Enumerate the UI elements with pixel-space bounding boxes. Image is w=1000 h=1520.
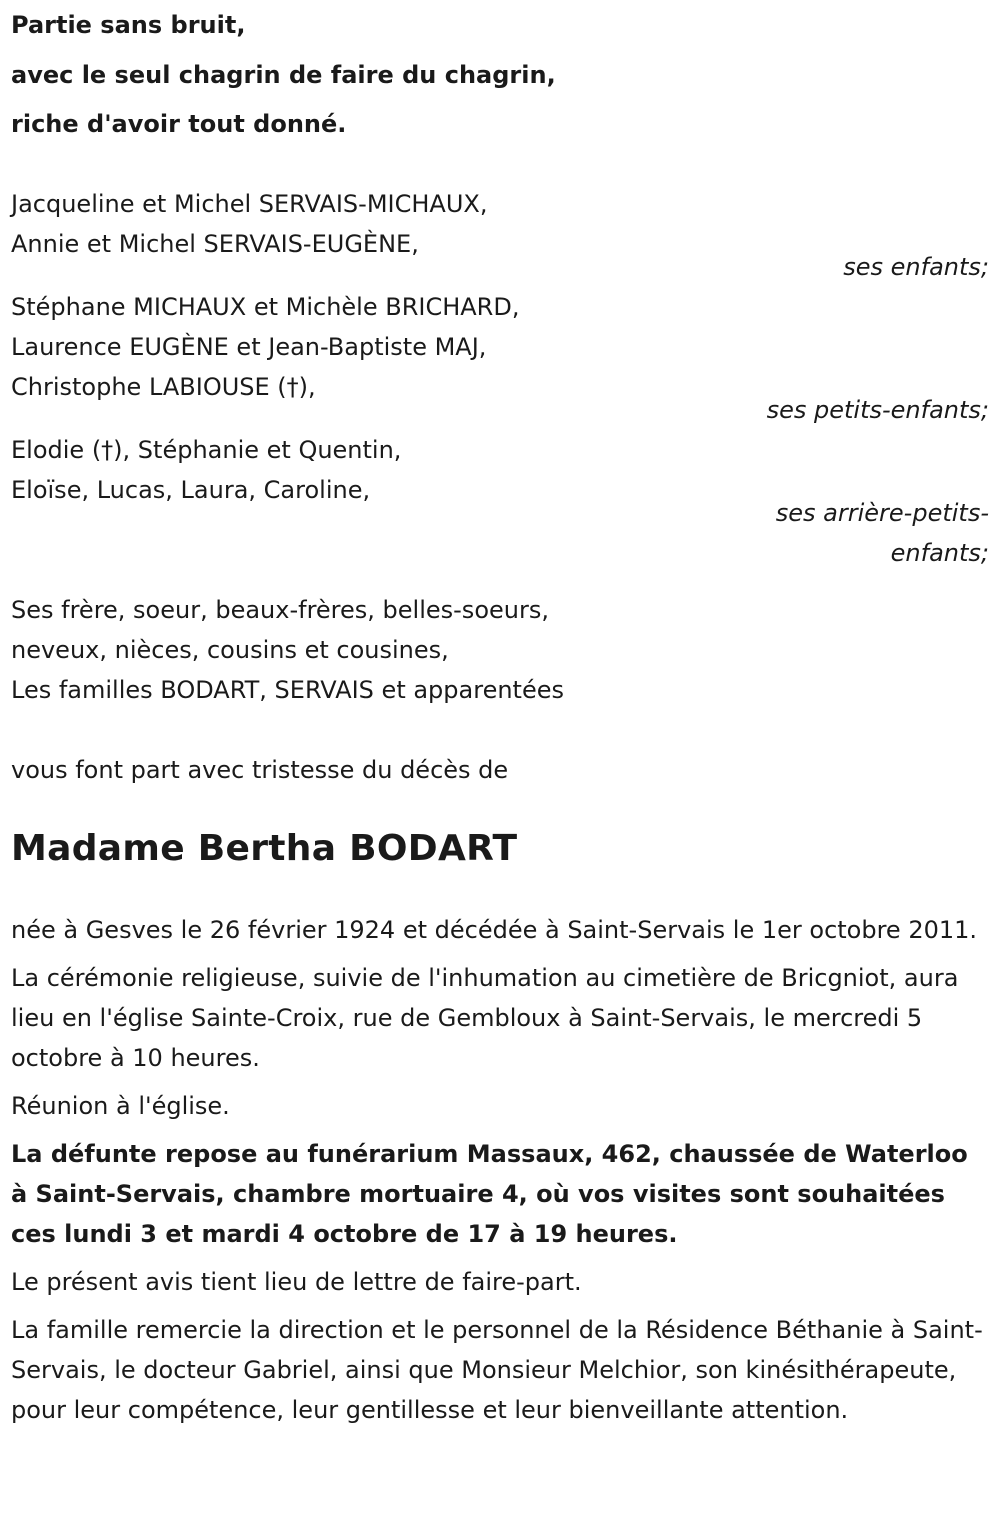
relation-label: ses enfants;	[843, 252, 989, 281]
family-name-line: Annie et Michel SERVAIS-EUGÈNE,	[11, 229, 419, 258]
announcement-text: vous font part avec tristesse du décès de	[11, 755, 509, 784]
family-name-line: Laurence EUGÈNE et Jean-Baptiste MAJ,	[11, 332, 487, 361]
other-relatives	[11, 590, 991, 710]
family-name-line: Christophe LABIOUSE (†),	[11, 372, 316, 401]
relation-label: enfants;	[890, 538, 989, 567]
family-name-line: Jacqueline et Michel SERVAIS-MICHAUX,	[11, 189, 488, 218]
ceremony-paragraph: La cérémonie religieuse, suivie de l'inhumation au cimetière de Bricgniot, aura lieu en l'église Sainte-Croix, rue de Gembloux à Saint-Servais, le mercredi 5 octobre à 10 heures.	[11, 963, 959, 1072]
family-name-line: Stéphane MICHAUX et Michèle BRICHARD,	[11, 292, 520, 321]
great-grandchildren-group	[11, 430, 991, 573]
poem-line: Partie sans bruit,	[11, 11, 246, 39]
details	[11, 910, 991, 1430]
family-name-line: Eloïse, Lucas, Laura, Caroline,	[11, 475, 371, 504]
birth-death-paragraph: née à Gesves le 26 février 1924 et décédée à Saint-Servais le 1er octobre 2011.	[11, 915, 978, 944]
poem-line: riche d'avoir tout donné.	[11, 110, 347, 138]
poem-line: avec le seul chagrin de faire du chagrin,	[11, 60, 556, 89]
relatives-line: Les familles BODART, SERVAIS et apparentées	[11, 675, 564, 704]
notice-paragraph: Le présent avis tient lieu de lettre de faire-part.	[11, 1267, 582, 1296]
poem	[11, 1, 991, 150]
grandchildren-group	[11, 287, 991, 430]
family-name-line: Elodie (†), Stéphanie et Quentin,	[11, 435, 402, 464]
thanks-paragraph: La famille remercie la direction et le personnel de la Résidence Béthanie à Saint-Servais, le docteur Gabriel, ainsi que Monsieur Melchior, son kinésithérapeute, pour leur compétence, leur gentillesse et leur bienveillante attention.	[11, 1315, 983, 1424]
children-group	[11, 184, 991, 287]
relation-label: ses arrière-petits-	[775, 498, 989, 527]
deceased-name: Madame Bertha BODART	[11, 827, 518, 869]
visitation-paragraph: La défunte repose au funérarium Massaux, 462, chaussée de Waterloo à Saint-Servais, chambre mortuaire 4, où vos visites sont souhaitées ces lundi 3 et mardi 4 octobre de 17 à 19 heures.	[11, 1139, 968, 1248]
relatives-line: Ses frère, soeur, beaux-frères, belles-soeurs,	[11, 595, 549, 624]
obituary-notice	[11, 0, 991, 1438]
meeting-paragraph: Réunion à l'église.	[11, 1091, 230, 1120]
relation-label: ses petits-enfants;	[766, 395, 989, 424]
relatives-line: neveux, nièces, cousins et cousines,	[11, 635, 449, 664]
